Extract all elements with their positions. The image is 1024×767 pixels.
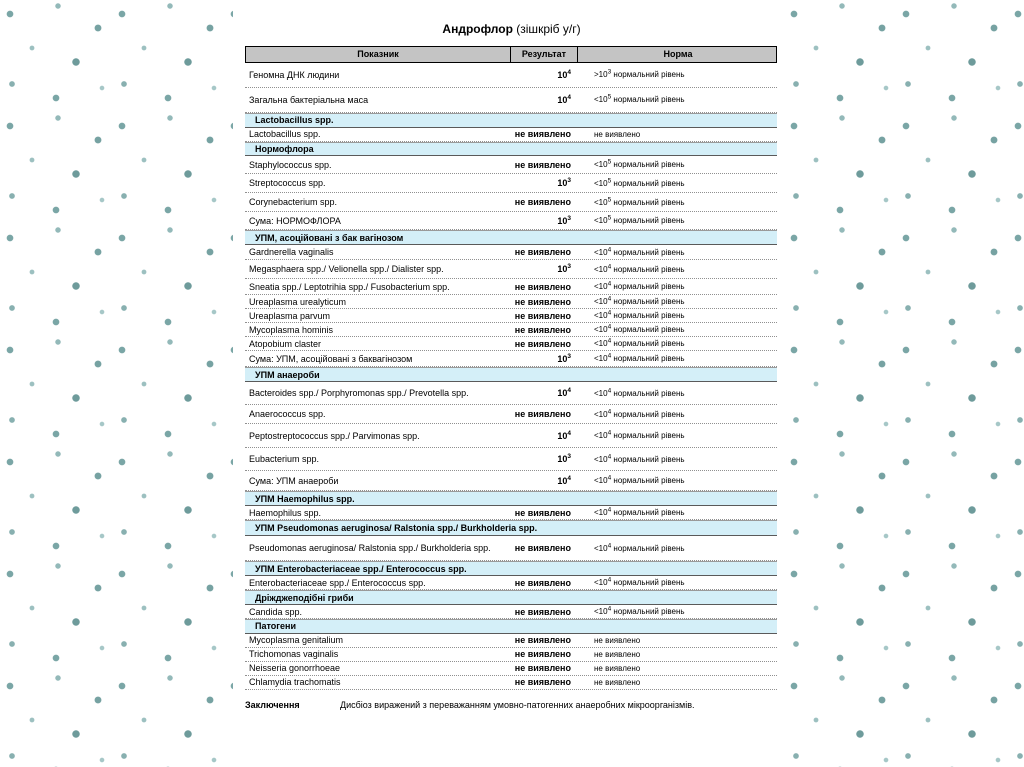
section-title: УПМ, асоційовані з бак вагінозом [255,232,404,243]
norm-cell: $<10^4$ нормальний рівень [594,408,685,419]
table-row [245,323,777,337]
norm-cell: $<10^4$ нормальний рівень [594,295,685,307]
section-header-row [245,230,777,245]
section-header-row [245,491,777,506]
norm-cell: $<10^4$ нормальний рівень [594,352,685,364]
indicator-cell: Lactobacillus spp. [249,129,321,140]
table-row [245,128,777,142]
norm-cell: $<10^5$ нормальний рівень [594,196,685,207]
section-header-row [245,142,777,156]
indicator-cell: Chlamydia trachomatis [249,677,341,688]
conclusion [245,700,777,710]
indicator-cell: Megasphaera spp./ Velionella spp./ Dialister spp. [249,264,444,275]
indicator-cell: Anaerococcus spp. [249,409,326,420]
norm-cell: $<10^5$ нормальний рівень [594,93,685,105]
result-cell: $10^3$ [557,352,571,364]
norm-cell: $<10^4$ нормальний рівень [594,474,685,486]
section-header-row [245,367,777,382]
result-cell: $10^3$ [557,177,571,189]
section-title: Lactobacillus spp. [255,115,334,126]
result-cell: не виявлено [514,677,571,688]
table-row [245,605,777,619]
table-row [245,405,777,424]
table-row [245,63,777,88]
indicator-cell: Peptostreptococcus spp./ Parvimonas spp. [249,430,420,441]
result-cell: $10^4$ [557,429,571,441]
table-row [245,471,777,491]
section-title: УПМ Pseudomonas aeruginosa/ Ralstonia spp./ Burkholderia spp. [255,523,538,534]
table-body [245,63,777,690]
norm-cell: $<10^5$ нормальний рівень [594,214,685,226]
norm-cell: $<10^4$ нормальний рівень [594,309,685,321]
indicator-cell: Corynebacterium spp. [249,197,338,208]
table-row [245,212,777,230]
section-header-row [245,520,777,536]
table-row [245,351,777,367]
indicator-cell: Eubacterium spp. [249,454,320,465]
section-title: Дріжджеподібні гриби [255,592,354,603]
table-row [245,279,777,295]
result-cell: не виявлено [514,324,571,335]
norm-cell: $<10^4$ нормальний рівень [594,387,685,398]
table-row [245,309,777,323]
conclusion-text: Дисбіоз виражений з переважанням умовно-патогенних анаеробних мікроорганізмів. [340,699,695,710]
indicator-cell: Сума: НОРМОФЛОРА [249,215,341,226]
report-title-main: Андрофлор [442,22,513,36]
table-row [245,536,777,561]
table-row [245,448,777,471]
indicator-cell: Ureaplasma parvum [249,310,331,321]
norm-cell: не виявлено [594,129,641,139]
section-title: Нормофлора [255,144,314,154]
section-header-row [245,619,777,633]
indicator-cell: Bacteroides spp./ Porphyromonas spp./ Prevotella spp. [249,388,469,399]
table-row [245,174,777,193]
indicator-cell: Streptococcus spp. [249,178,326,189]
result-cell: $10^4$ [557,387,571,399]
col-header-norm: Норма [663,49,693,59]
result-cell: $10^4$ [557,93,571,105]
col-header-indicator: Показник [246,47,511,62]
result-cell: не виявлено [514,606,571,617]
indicator-cell: Pseudomonas aeruginosa/ Ralstonia spp./ Burkholderia spp. [249,543,491,554]
table-row [245,382,777,405]
indicator-cell: Загальна бактеріальна маса [249,94,369,105]
table-row [245,88,777,113]
result-cell: не виявлено [514,129,571,140]
report-document [233,0,790,767]
norm-cell: не виявлено [594,677,641,687]
indicator-cell: Atopobium claster [249,338,322,349]
norm-cell: не виявлено [594,635,641,645]
indicator-cell: Haemophilus spp. [249,507,322,518]
norm-cell: $<10^4$ нормальний рівень [594,506,685,518]
table-row [245,506,777,520]
table-row [245,662,777,676]
indicator-cell: Сума: УПМ, асоційовані з баквагінозом [249,353,413,364]
indicator-cell: Gardnerella vaginalis [249,247,334,258]
indicator-cell: Mycoplasma hominis [249,324,334,335]
norm-cell: $<10^4$ нормальний рівень [594,323,685,335]
table-row [245,424,777,448]
table-row [245,245,777,260]
table-row [245,260,777,279]
norm-cell: $<10^4$ нормальний рівень [594,605,685,617]
norm-cell: $<10^4$ нормальний рівень [594,280,685,292]
result-cell: $10^3$ [557,453,571,465]
result-cell: не виявлено [514,281,571,292]
result-cell: не виявлено [514,507,571,518]
result-cell: не виявлено [514,577,571,588]
result-cell: не виявлено [514,663,571,674]
table-row [245,193,777,212]
norm-cell: не виявлено [594,649,641,659]
section-title: УПМ Haemophilus spp. [255,493,355,504]
section-title: УПМ Enterobacteriaceae spp./ Enterococcus spp. [255,563,467,574]
norm-cell: $<10^4$ нормальний рівень [594,263,685,274]
indicator-cell: Ureaplasma urealyticum [249,296,347,307]
norm-cell: $<10^5$ нормальний рівень [594,177,685,188]
table-header-row [245,46,777,63]
indicator-cell: Sneatia spp./ Leptotrihia spp./ Fusobacterium spp. [249,281,450,292]
result-cell: не виявлено [514,409,571,420]
norm-cell: $>10^3$ нормальний рівень [594,68,685,80]
indicator-cell: Candida spp. [249,606,303,617]
result-cell: не виявлено [514,543,571,554]
norm-cell: не виявлено [594,663,641,673]
result-cell: $10^4$ [557,68,571,80]
norm-cell: $<10^4$ нормальний рівень [594,542,685,553]
result-cell: не виявлено [514,649,571,660]
norm-cell: $<10^5$ нормальний рівень [594,158,685,170]
norm-cell: $<10^4$ нормальний рівень [594,246,685,257]
col-header-result: Результат [511,47,578,62]
norm-cell: $<10^4$ нормальний рівень [594,453,685,464]
table-row [245,156,777,174]
conclusion-label: Заключення [245,699,300,710]
indicator-cell: Neisseria gonorrhoeae [249,663,341,674]
indicator-cell: Enterobacteriaceae spp./ Enterococcus spp. [249,577,426,588]
section-header-row [245,561,777,576]
table-row [245,295,777,309]
section-header-row [245,590,777,605]
indicator-cell: Staphylococcus spp. [249,159,332,170]
result-cell: $10^4$ [557,474,571,486]
table-row [245,576,777,590]
section-header-row [245,113,777,128]
indicator-cell: Геномна ДНК людини [249,69,340,80]
results-table [245,46,777,690]
result-cell: $10^3$ [557,214,571,226]
norm-cell: $<10^4$ нормальний рівень [594,337,685,349]
result-cell: не виявлено [514,296,571,307]
table-row [245,676,777,690]
report-title [233,22,790,36]
table-row [245,337,777,351]
norm-cell: $<10^4$ нормальний рівень [594,429,685,441]
norm-cell: $<10^4$ нормальний рівень [594,576,685,588]
section-title: УПМ анаероби [255,369,320,380]
indicator-cell: Mycoplasma genitalium [249,635,344,646]
result-cell: не виявлено [514,247,571,258]
result-cell: не виявлено [514,159,571,170]
result-cell: не виявлено [514,635,571,646]
table-row [245,648,777,662]
result-cell: не виявлено [514,338,571,349]
result-cell: не виявлено [514,310,571,321]
report-title-sub: (зішкріб у/г) [512,22,581,36]
section-title: Патогени [255,621,296,632]
table-row [245,634,777,648]
indicator-cell: Сума: УПМ анаероби [249,475,339,486]
indicator-cell: Trichomonas vaginalis [249,649,339,660]
result-cell: не виявлено [514,197,571,208]
result-cell: $10^3$ [557,263,571,275]
